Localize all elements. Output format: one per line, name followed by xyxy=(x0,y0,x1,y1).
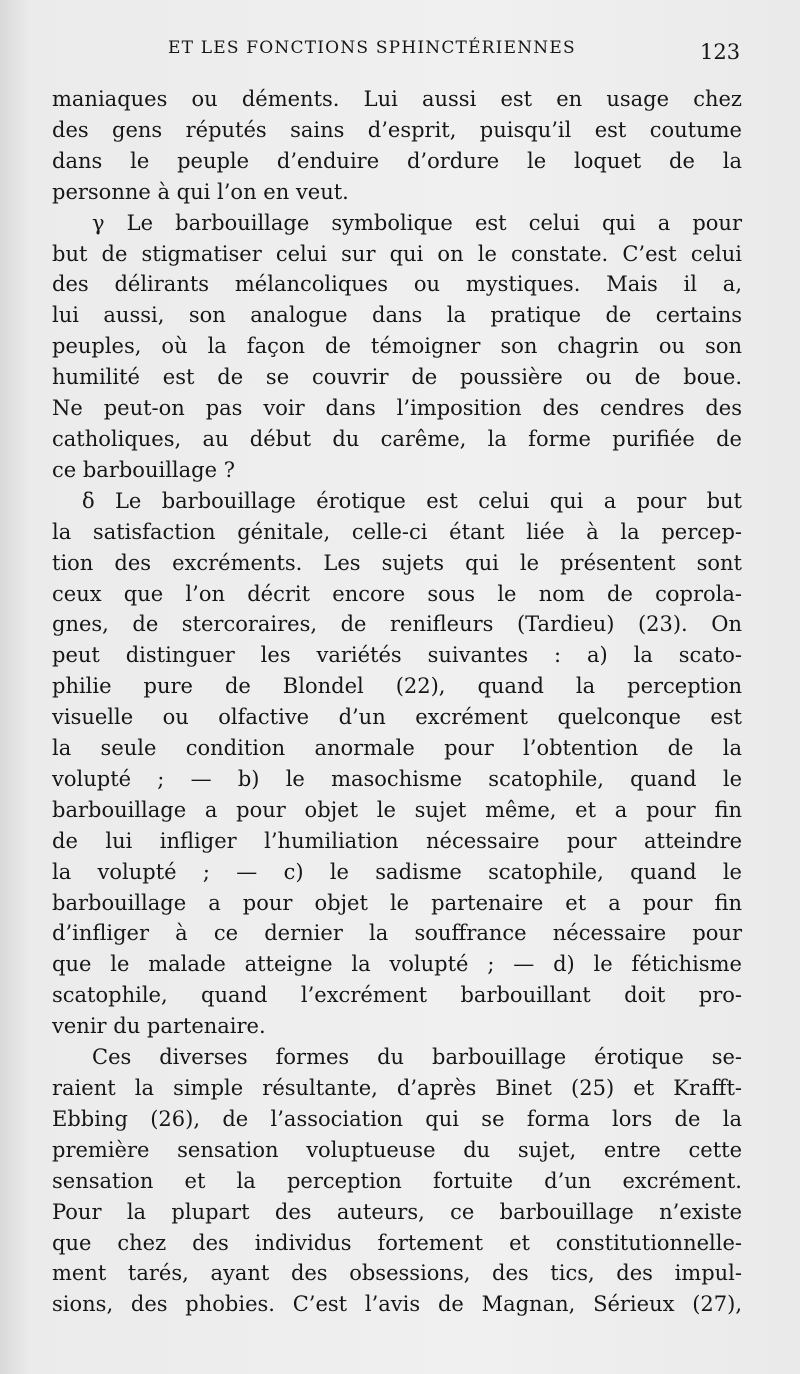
text-line: barbouillage a pour objet le partenaire et a pour fin xyxy=(52,890,742,915)
text-line: volupté ; — b) le masochisme scatophile, quand le xyxy=(52,766,742,791)
text-line: Ces diverses formes du barbouillage érotique se- xyxy=(92,1045,742,1070)
text-line: des gens réputés sains d’esprit, puisqu’il est coutume xyxy=(52,117,742,142)
text-line: dans le peuple d’enduire d’ordure le loquet de la xyxy=(52,148,742,173)
text-line: peut distinguer les variétés suivantes : a) la scato- xyxy=(52,643,742,668)
text-line: visuelle ou olfactive d’un excrément quelconque est xyxy=(52,705,742,730)
body-text xyxy=(52,84,742,1320)
text-line: gnes, de stercoraires, de renifleurs (Tardieu) (23). On xyxy=(52,612,742,637)
text-line: barbouillage a pour objet le sujet même, et a pour fin xyxy=(52,797,742,822)
text-line: tion des excréments. Les sujets qui le présentent sont xyxy=(52,550,742,575)
text-line: ceux que l’on décrit encore sous le nom de coprola- xyxy=(52,581,742,606)
text-line: venir du partenaire. xyxy=(52,1014,266,1039)
text-line: que le malade atteigne la volupté ; — d) le fétichisme xyxy=(52,952,742,977)
text-line: que chez des individus fortement et constitutionnelle- xyxy=(52,1230,742,1255)
page-header xyxy=(0,38,800,78)
running-title: ET LES FONCTIONS SPHINCTÉRIENNES xyxy=(168,38,576,58)
text-line: sensation et la perception fortuite d’un excrément. xyxy=(52,1168,742,1193)
text-line: la seule condition anormale pour l’obtention de la xyxy=(52,736,742,761)
text-line: maniaques ou déments. Lui aussi est en usage chez xyxy=(52,87,742,111)
text-line: δ Le barbouillage érotique est celui qui a pour but xyxy=(82,488,742,513)
text-line: scatophile, quand l’excrément barbouillant doit pro- xyxy=(52,983,742,1008)
text-line: lui aussi, son analogue dans la pratique de certains xyxy=(52,303,742,328)
text-line: catholiques, au début du carême, la forme purifiée de xyxy=(52,426,742,451)
text-line: d’infliger à ce dernier la souffrance nécessaire pour xyxy=(52,921,742,946)
text-line: personne à qui l’on en veut. xyxy=(52,179,349,204)
text-line: peuples, où la façon de témoigner son chagrin ou son xyxy=(52,334,742,359)
text-line: ment tarés, ayant des obsessions, des tics, des impul- xyxy=(52,1261,742,1286)
text-line: première sensation voluptueuse du sujet, entre cette xyxy=(52,1137,742,1162)
text-line: Ebbing (26), de l’association qui se forma lors de la xyxy=(52,1106,742,1131)
text-line: des délirants mélancoliques ou mystiques. Mais il a, xyxy=(52,272,742,297)
text-line: γ Le barbouillage symbolique est celui qui a pour xyxy=(92,210,742,235)
text-line: humilité est de se couvrir de poussière ou de boue. xyxy=(52,365,742,390)
page-number: 123 xyxy=(700,40,741,64)
text-line: philie pure de Blondel (22), quand la perception xyxy=(52,674,742,699)
text-line: raient la simple résultante, d’après Binet (25) et Krafft- xyxy=(52,1076,742,1100)
text-line: Pour la plupart des auteurs, ce barbouillage n’existe xyxy=(52,1199,742,1224)
text-line: la satisfaction génitale, celle-ci étant liée à la percep- xyxy=(52,519,742,544)
text-line: sions, des phobies. C’est l’avis de Magnan, Sérieux (27), xyxy=(52,1292,742,1317)
text-line: de lui infliger l’humiliation nécessaire pour atteindre xyxy=(52,828,742,853)
text-line: la volupté ; — c) le sadisme scatophile, quand le xyxy=(52,859,742,884)
text-line: Ne peut-on pas voir dans l’imposition des cendres des xyxy=(52,396,742,421)
text-line: ce barbouillage ? xyxy=(52,457,235,482)
text-line: but de stigmatiser celui sur qui on le constate. C’est celui xyxy=(52,241,742,266)
